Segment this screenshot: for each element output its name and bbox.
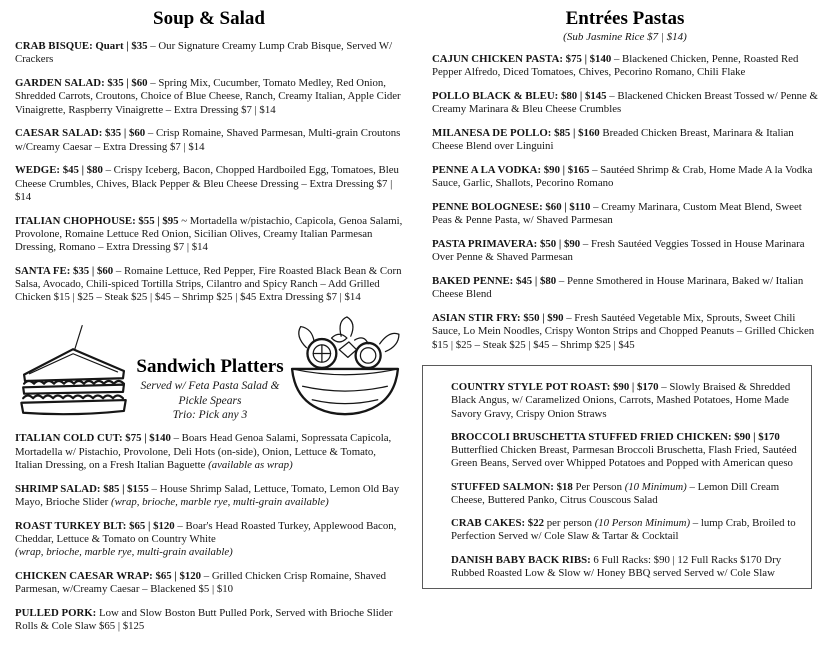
- menu-item-santa-fe: [15, 265, 403, 305]
- item-desc: – Blackened Chicken Breast Tossed w/ Penne & Creamy Marinara & Bleu Cheese Crumbles: [432, 90, 818, 116]
- item-price: $85 | $160: [554, 127, 600, 140]
- item-desc: – Romaine Lettuce, Red Pepper, Fire Roasted Black Bean & Corn Salsa, Avocado, Chili-spiced Tortilla Strips, Cilantro and Spicy Ranch – Add Grilled Chicken $15 | $25 – Steak $25 | $45 – Shrimp $25 | $45 Extra Dressing $7 | $14: [15, 264, 402, 304]
- item-price: $60 | $110: [545, 201, 591, 214]
- item-desc: – Creamy Marinara, Custom Meat Blend, Sweet Peas & Penne Pasta, w/ Shaved Parmesan: [432, 201, 802, 227]
- item-name: ASIAN STIR FRY:: [432, 312, 521, 325]
- item-desc: – Crisp Romaine, Shaved Parmesan, Multi-grain Croutons w/Creamy Caesar – Extra Dressing $7 | $14: [15, 127, 401, 153]
- menu-item-penne-bolognese: [432, 201, 818, 228]
- item-desc-post: – Lemon Dill Cream Cheese, Buttered Panko, Citrus Couscous Salad: [451, 480, 780, 506]
- item-price: $35 | $60: [73, 264, 114, 277]
- menu-item-italian-cold-cut: [15, 432, 403, 472]
- item-name: PULLED PORK:: [15, 606, 97, 619]
- menu-item-asian-stir-fry: [432, 312, 818, 352]
- item-desc: ~ Mortadella w/pistachio, Capicola, Genoa Salami, Provolone, Romaine Lettuce Red Onion, Sicilian Olives, Creamy Italian Parmesan Dressing, Romano – Extra Dressing $7 | $14: [15, 214, 403, 254]
- menu-item-roast-turkey-blt: [15, 520, 403, 560]
- item-name: COUNTRY STYLE POT ROAST:: [451, 381, 611, 394]
- item-name: ITALIAN COLD CUT:: [15, 432, 123, 445]
- item-name: BAKED PENNE:: [432, 275, 514, 288]
- sandwich-platters-header: [15, 315, 403, 424]
- menu-item-chicken-caesar-wrap: [15, 570, 403, 597]
- item-price: $90 | $165: [543, 164, 590, 177]
- item-desc: – Penne Smothered in House Marinara, Baked w/ Italian Cheese Blend: [432, 275, 804, 301]
- item-name: PENNE BOLOGNESE:: [432, 201, 543, 214]
- item-price: $85 | $155: [103, 482, 149, 495]
- item-desc: – Boars Head Genoa Salami, Sopressata Capicola, Mortadella w/ Pistachio, Provolone, Deli Hots (on-side), Onion, Lettuce & Tomato, Italian Dressing, on a Fresh Italian Baguette: [15, 432, 392, 471]
- item-desc: per person: [546, 517, 592, 530]
- item-desc: – Spring Mix, Cucumber, Tomato Medley, Red Onion, Shredded Carrots, Croutons, Choice of Blue Cheese, Ranch, Creamy Italian, Apple Cider Vinaigrette, Raspberry Vinaigrette – Extra Dressing $7 | $14: [15, 77, 401, 116]
- item-name: POLLO BLACK & BLEU:: [432, 90, 559, 103]
- item-price: $50 | $90: [523, 312, 564, 325]
- item-desc-post: – lump Crab, Broiled to Perfection Served w/ Cole Slaw & Tartar & Cocktail: [451, 517, 796, 543]
- item-note: (wrap, brioche, marble rye, multi-grain available): [15, 546, 233, 559]
- item-note: (wrap, brioche, marble rye, multi-grain available): [110, 495, 329, 508]
- item-name: BROCCOLI BRUSCHETTA STUFFED FRIED CHICKEN:: [451, 430, 732, 443]
- item-desc: – Slowly Braised & Shredded Black Angus, w/ Caramelized Onions, Carrots, Mashed Potatoes, Home Made Savory Gravy, Crispy Onion Straws: [451, 381, 791, 420]
- sandwich-platters-trio-note: Trio: Pick any 3: [172, 408, 248, 421]
- item-desc: – Boar's Head Roasted Turkey, Applewood Bacon, Cheddar, Lettuce & Tomato on Country White: [15, 519, 397, 545]
- right-column: [432, 0, 818, 589]
- item-name: CRAB BISQUE:: [15, 40, 93, 52]
- menu-item-crab-cakes: [451, 517, 799, 544]
- menu-item-country-style-pot-roast: [451, 381, 799, 421]
- item-price: $75 | $140: [125, 432, 171, 445]
- item-name: CAESAR SALAD:: [15, 127, 103, 140]
- item-note: (10 Minimum): [624, 480, 687, 493]
- item-price: $65 | $120: [155, 569, 202, 582]
- item-desc: – Crispy Iceberg, Bacon, Chopped Hardboiled Egg, Tomatoes, Bleu Cheese Crumbles, Chives, Black Pepper & Bleu Cheese Dressing – Extra Dressing $7 | $14: [15, 164, 399, 203]
- item-name: PENNE A LA VODKA:: [432, 164, 542, 177]
- item-price: $45 | $80: [516, 275, 557, 288]
- item-desc: – Fresh Sautéed Veggies Tossed in House Marinara Over Penne & Shaved Parmesan: [432, 238, 805, 264]
- item-desc: Low and Slow Boston Butt Pulled Pork, Served with Brioche Slider Rolls & Cole Slaw $65 | $125: [15, 606, 393, 633]
- entrees-pastas-subtitle: (Sub Jasmine Rice $7 | $14): [563, 31, 687, 43]
- item-desc: – Blackened Chicken, Penne, Roasted Red Pepper Alfredo, Diced Tomatoes, Chives, Pecorino Romano, Chili Flake: [432, 53, 799, 79]
- menu-item-caesar-salad: [15, 127, 403, 154]
- item-desc: – Our Signature Creamy Lump Crab Bisque, Served W/ Crackers: [15, 40, 393, 66]
- item-desc: Breaded Chicken Breast, Marinara & Italian Cheese Blend over Linguini: [432, 127, 794, 153]
- item-name: STUFFED SALMON:: [451, 480, 554, 493]
- item-price: $35 | $60: [107, 77, 148, 90]
- item-price: $80 | $145: [560, 90, 607, 103]
- menu-item-crab-bisque: [15, 40, 403, 67]
- item-price: $18: [556, 480, 573, 493]
- item-name: WEDGE:: [15, 164, 60, 177]
- menu-item-broccoli-bruschetta-chicken: [451, 431, 799, 471]
- item-price: $55 | $95: [138, 214, 179, 227]
- item-price: $75 | $140: [565, 53, 612, 65]
- item-price: $35 | $60: [105, 127, 146, 140]
- item-desc: Per Person: [575, 480, 622, 493]
- item-name: CAJUN CHICKEN PASTA:: [432, 53, 563, 65]
- menu-item-pollo-black-bleu: [432, 90, 818, 117]
- item-price: $50 | $90: [539, 238, 581, 251]
- item-desc: – Fresh Sautéed Vegetable Mix, Sprouts, Sweet Chili Sauce, Lo Mein Noodles, Crispy Wonton Strips and Chopped Peanuts – Grilled Chicken $15 | $25 – Steak $25 | $45 – Shrimp $25 | $45: [432, 312, 815, 351]
- menu-item-pasta-primavera: [432, 238, 818, 265]
- item-name: ROAST TURKEY BLT:: [15, 519, 127, 532]
- item-name: PASTA PRIMAVERA:: [432, 238, 538, 251]
- menu-item-baked-penne: [432, 275, 818, 302]
- item-price: $90 | $170: [734, 430, 780, 443]
- sandwich-platters-heading-block: [133, 356, 287, 424]
- item-note: (10 Person Minimum): [594, 517, 691, 530]
- item-note: (available as wrap): [208, 458, 293, 471]
- item-name: GARDEN SALAD:: [15, 77, 105, 90]
- sandwich-illustration: [15, 323, 133, 424]
- item-name: DANISH BABY BACK RIBS:: [451, 553, 591, 566]
- item-name: SHRIMP SALAD:: [15, 482, 101, 495]
- menu-item-wedge: [15, 164, 403, 204]
- item-desc: Butterflied Chicken Breast, Parmesan Broccoli Bruschetta, Flash Fried, Sautéed Green Beans, Served over Whipped Potatoes and Popped with American queso: [451, 444, 797, 470]
- item-name: MILANESA DE POLLO:: [432, 127, 552, 140]
- menu-item-italian-chophouse: [15, 215, 403, 255]
- menu-item-garden-salad: [15, 77, 403, 117]
- sandwich-platters-title: Sandwich Platters: [136, 356, 284, 378]
- menu-item-milanesa-de-pollo: [432, 127, 818, 154]
- entrees-pastas-title: Entrées Pastas: [565, 8, 685, 29]
- item-price: $90 | $170: [613, 381, 659, 394]
- item-price: $65 | $120: [129, 519, 175, 532]
- boxed-entrees-section: [422, 365, 812, 589]
- soup-salad-title: Soup & Salad: [153, 8, 265, 29]
- menu-item-shrimp-salad: [15, 483, 403, 510]
- item-price: Quart | $35: [95, 40, 148, 52]
- item-price: $22: [527, 517, 544, 530]
- left-column: [15, 0, 403, 644]
- item-name: ITALIAN CHOPHOUSE:: [15, 214, 136, 227]
- item-desc: – Grilled Chicken Crisp Romaine, Shaved Parmesan, w/Creamy Caesar – Blackened $5 | $10: [15, 569, 387, 596]
- salad-bowl-illustration: [287, 315, 403, 424]
- item-price: $45 | $80: [62, 164, 103, 177]
- item-name: CHICKEN CAESAR WRAP:: [15, 569, 153, 582]
- item-desc: – House Shrimp Salad, Lettuce, Tomato, Lemon Old Bay Mayo, Brioche Slider: [15, 482, 400, 508]
- menu-item-danish-baby-back-ribs: [451, 554, 799, 581]
- item-desc: – Sautéed Shrimp & Crab, Home Made A la Vodka Sauce, Garlic, Shallots, Pecorino Romano: [432, 164, 813, 190]
- item-name: SANTA FE:: [15, 264, 71, 277]
- menu-item-pulled-pork: [15, 607, 403, 634]
- item-name: CRAB CAKES:: [451, 517, 526, 530]
- menu-item-cajun-chicken-pasta: [432, 53, 818, 80]
- sandwich-platters-subtitle: Served w/ Feta Pasta Salad & Pickle Spears: [140, 380, 280, 407]
- item-desc: 6 Full Racks: $90 | 12 Full Racks $170 Dry Rubbed Roasted Low & Slow w/ Honey BBQ served Served w/ Cole Slaw: [451, 553, 782, 579]
- menu-item-penne-a-la-vodka: [432, 164, 818, 191]
- menu-item-stuffed-salmon: [451, 481, 799, 508]
